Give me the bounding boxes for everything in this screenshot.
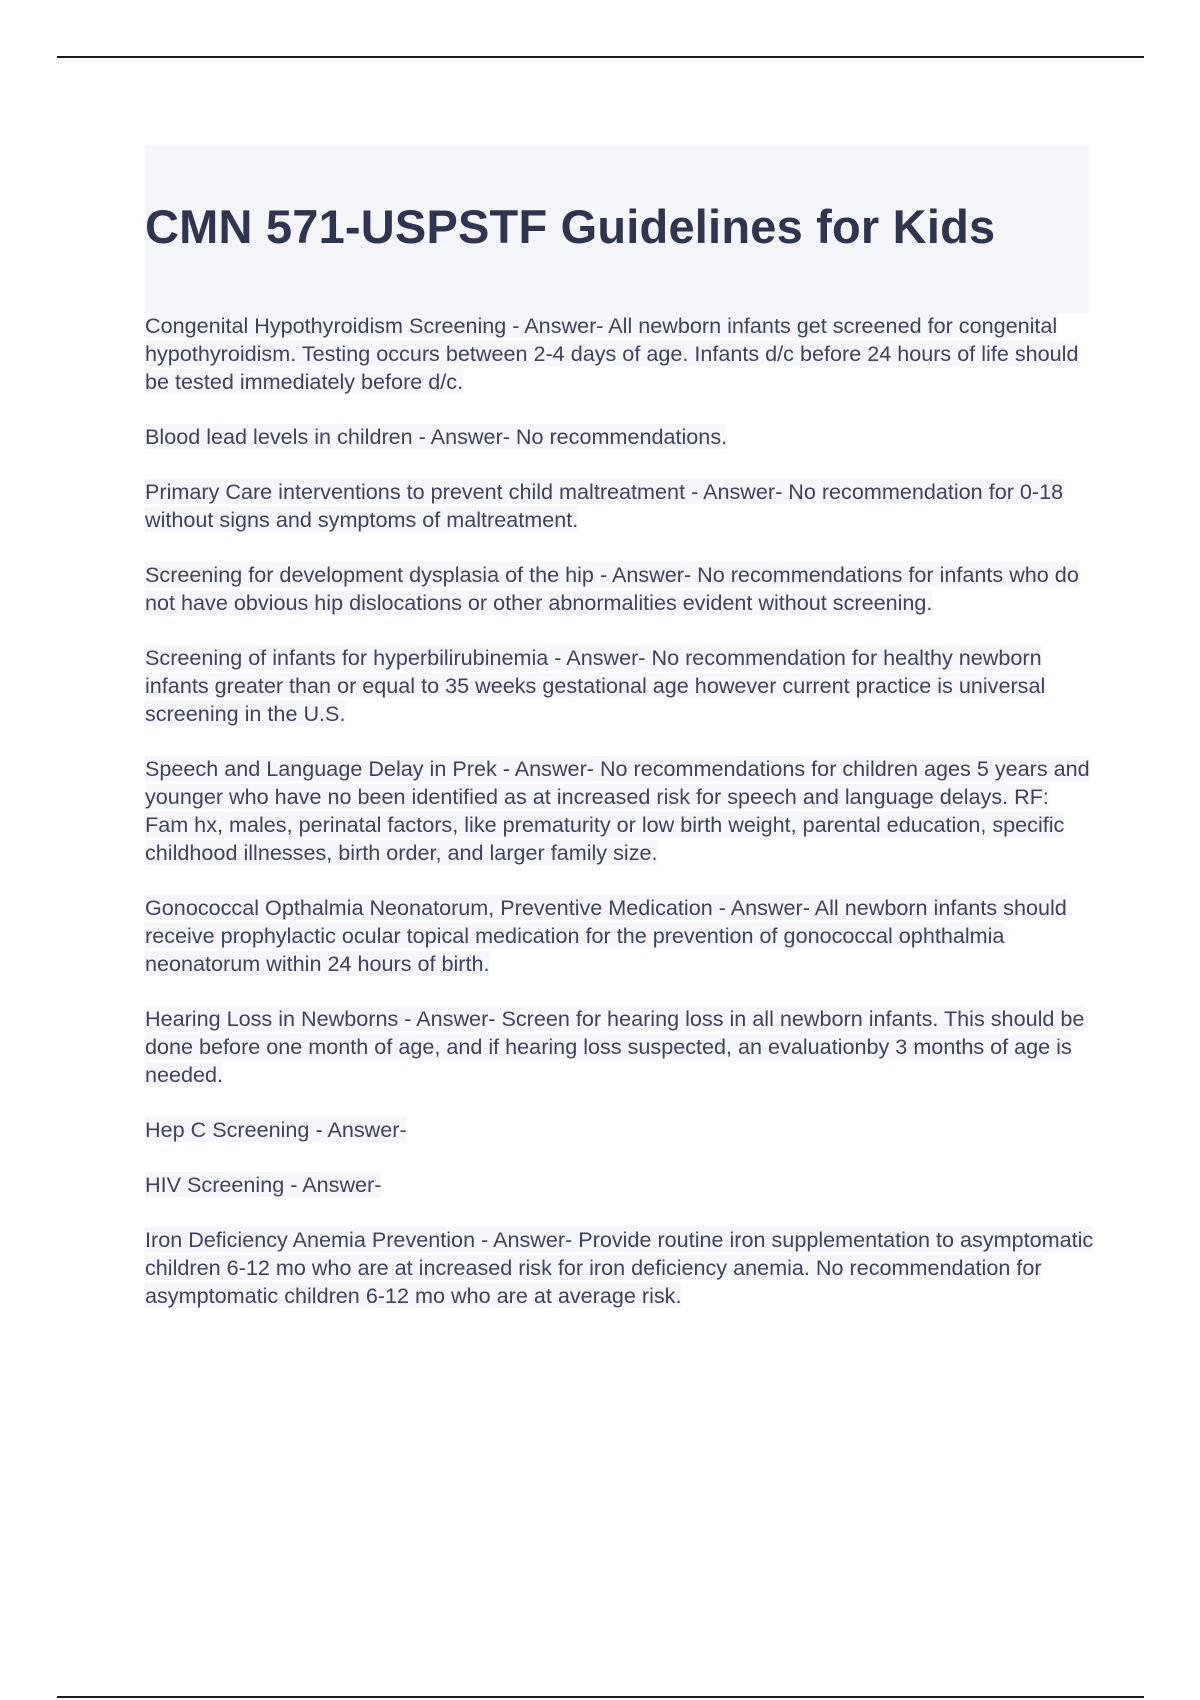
top-rule — [57, 56, 1144, 58]
qa-text: Screening for development dysplasia of the hip - Answer- No recommendations for infants who do not have obvious hip dislocations or other abnormalities evident without screening. — [145, 562, 1079, 615]
page-title: CMN 571-USPSTF Guidelines for Kids — [145, 200, 996, 253]
qa-text: Speech and Language Delay in Prek - Answer- No recommendations for children ages 5 years and younger who have no been identified as at increased risk for speech and language delays. RF: Fam hx, males, perinatal factors, like prematurity or low birth weight, parental education, specific childhood illnesses, birth order, and larger family size. — [145, 756, 1090, 865]
qa-item-iron-deficiency — [145, 1226, 1095, 1310]
qa-item-hiv — [145, 1171, 1095, 1199]
qa-text: Congenital Hypothyroidism Screening - Answer- All newborn infants get screened for congenital hypothyroidism. Testing occurs between 2-4 days of age. Infants d/c before 24 hours of life should be tested immediately before d/c. — [145, 313, 1079, 394]
qa-text: Iron Deficiency Anemia Prevention - Answer- Provide routine iron supplementation to asymptomatic children 6-12 mo who are at increased risk for iron deficiency anemia. No recommendation for asymptomatic children 6-12 mo who are at average risk. — [145, 1227, 1094, 1308]
qa-text: Screening of infants for hyperbilirubinemia - Answer- No recommendation for healthy newborn infants greater than or equal to 35 weeks gestational age however current practice is universal screening in the U.S. — [145, 645, 1046, 726]
qa-item-child-maltreatment — [145, 478, 1095, 534]
qa-text: HIV Screening - Answer- — [145, 1172, 382, 1197]
qa-text: Hearing Loss in Newborns - Answer- Screen for hearing loss in all newborn infants. This should be done before one month of age, and if hearing loss suspected, an evaluationby 3 months of age is needed. — [145, 1006, 1085, 1087]
qa-item-hip-dysplasia — [145, 561, 1095, 617]
qa-item-gonococcal — [145, 894, 1095, 978]
qa-item-congenital-hypothyroidism — [145, 312, 1095, 396]
qa-text: Gonococcal Opthalmia Neonatorum, Preventive Medication - Answer- All newborn infants should receive prophylactic ocular topical medication for the prevention of gonococcal ophthalmia neonatorum within 24 hours of birth. — [145, 895, 1067, 976]
bottom-rule — [57, 1696, 1144, 1698]
qa-text: Hep C Screening - Answer- — [145, 1117, 407, 1142]
qa-list — [145, 312, 1095, 1337]
qa-item-blood-lead — [145, 423, 1095, 451]
qa-text: Blood lead levels in children - Answer- No recommendations. — [145, 424, 728, 449]
qa-item-hep-c — [145, 1116, 1095, 1144]
qa-item-hearing-loss — [145, 1005, 1095, 1089]
qa-item-speech-language — [145, 755, 1095, 867]
qa-item-hyperbilirubinemia — [145, 644, 1095, 728]
qa-text: Primary Care interventions to prevent child maltreatment - Answer- No recommendation for 0-18 without signs and symptoms of maltreatment. — [145, 479, 1064, 532]
